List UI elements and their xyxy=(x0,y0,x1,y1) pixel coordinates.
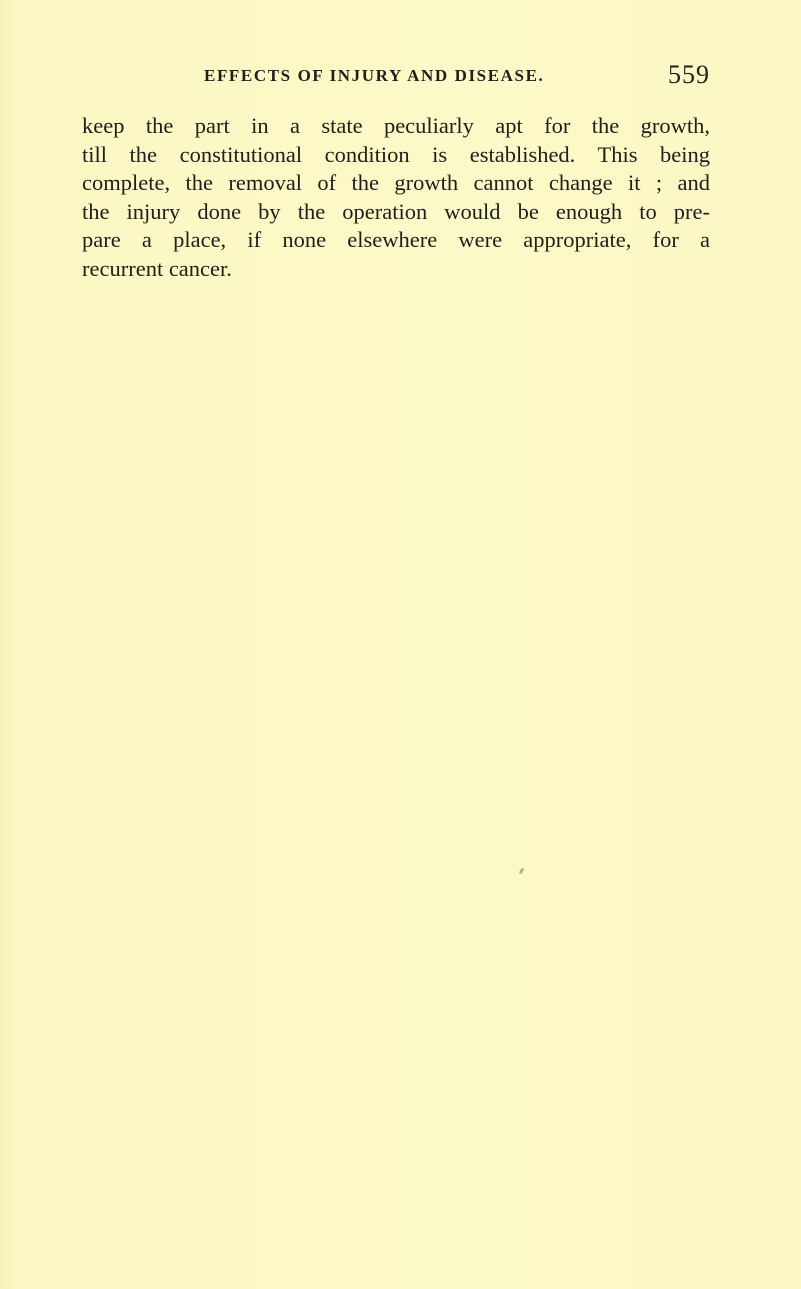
text-line: keep the part in a state peculiarly apt for the growth, xyxy=(82,113,710,138)
running-head xyxy=(82,60,710,94)
text-line: the injury done by the operation would be enough to pre- xyxy=(82,198,710,224)
page-number: 559 xyxy=(668,60,710,89)
text-line: complete, the removal of the growth cannot change it ; and xyxy=(82,170,710,195)
text-line: recurrent cancer. xyxy=(82,255,232,281)
text-line: till the constitutional condition is established. This being xyxy=(82,141,710,167)
ink-speck xyxy=(519,868,525,875)
running-title: EFFECTS OF INJURY AND DISEASE. xyxy=(204,66,545,85)
text-line: pare a place, if none elsewhere were appropriate, for a xyxy=(82,227,710,252)
body-paragraph xyxy=(82,112,710,283)
